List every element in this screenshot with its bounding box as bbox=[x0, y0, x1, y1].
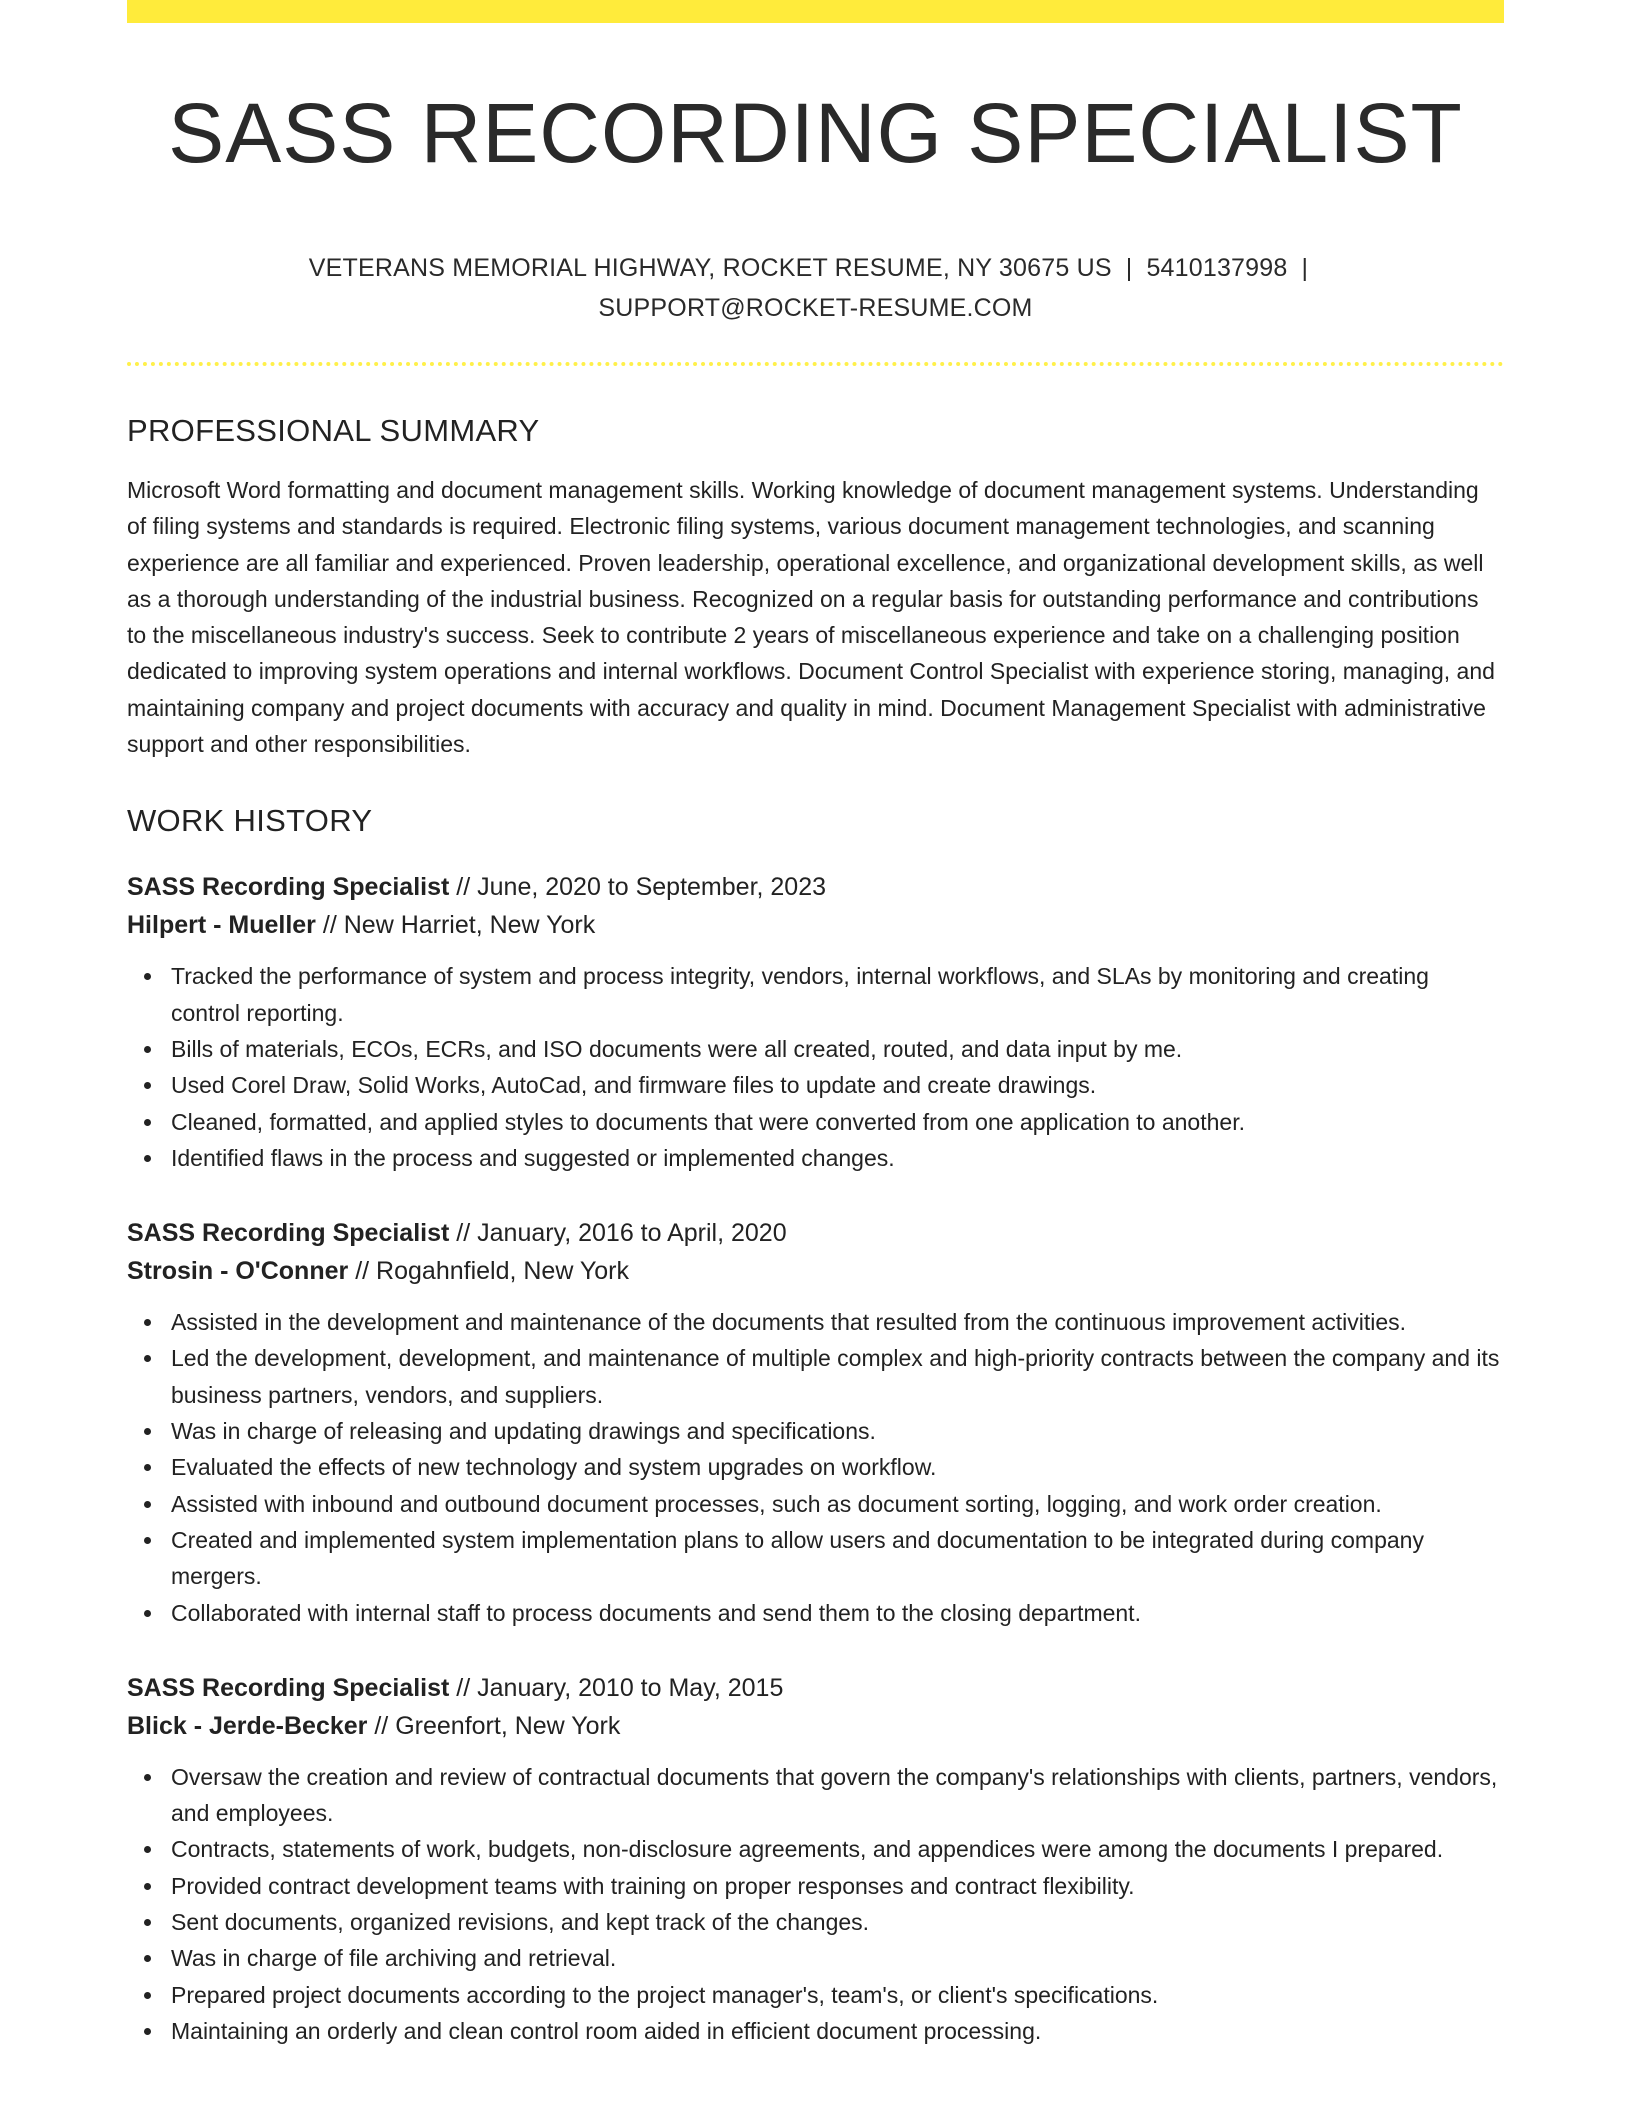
job-bullet: Collaborated with internal staff to process documents and send them to the closing department. bbox=[171, 1595, 1504, 1631]
work-history-heading: WORK HISTORY bbox=[127, 803, 373, 839]
work-history-list bbox=[127, 868, 1504, 2049]
dotted-divider bbox=[127, 362, 1504, 366]
job-company-line bbox=[127, 1707, 1504, 1745]
job-company: Strosin - O'Conner bbox=[127, 1257, 349, 1286]
job-bullet-list bbox=[127, 1759, 1504, 2049]
job-divider: // bbox=[322, 911, 337, 940]
job-title-line bbox=[127, 1214, 1504, 1252]
job-location: New Harriet, New York bbox=[343, 911, 596, 940]
job-bullet: Maintaining an orderly and clean control room aided in efficient document processing. bbox=[171, 2013, 1504, 2049]
job-bullet-list bbox=[127, 958, 1504, 1176]
summary-text: Microsoft Word formatting and document management skills. Working knowledge of document management systems. Understanding of filing systems and standards is required. Electronic filing systems, various document management technologies, and scanning experience are all familiar and experienced. Proven leadership, operational excellence, and organizational development skills, as well as a thorough understanding of the industrial business. Recognized on a regular basis for outstanding performance and contributions to the miscellaneous industry's success. Seek to contribute 2 years of miscellaneous experience and take on a challenging position dedicated to improving system operations and internal workflows. Document Control Specialist with experience storing, managing, and maintaining company and project documents with accuracy and quality in mind. Document Management Specialist with administrative support and other responsibilities. bbox=[127, 477, 1495, 758]
job-bullet: Created and implemented system implementation plans to allow users and documentation to be integrated during company mergers. bbox=[171, 1522, 1504, 1595]
job-company-line bbox=[127, 1252, 1504, 1290]
job-title: SASS Recording Specialist bbox=[127, 1219, 450, 1248]
job-bullet: Oversaw the creation and review of contractual documents that govern the company's relationships with clients, partners, vendors, and employees. bbox=[171, 1759, 1504, 1832]
job-entry bbox=[127, 868, 1504, 1176]
resume-title: SASS RECORDING SPECIALIST bbox=[168, 86, 1463, 180]
job-dates: January, 2010 to May, 2015 bbox=[477, 1673, 784, 1702]
job-dates: January, 2016 to April, 2020 bbox=[477, 1219, 787, 1248]
job-bullet: Assisted in the development and maintenance of the documents that resulted from the continuous improvement activities. bbox=[171, 1304, 1504, 1340]
job-title: SASS Recording Specialist bbox=[127, 873, 450, 902]
job-bullet: Tracked the performance of system and process integrity, vendors, internal workflows, and SLAs by monitoring and creating control reporting. bbox=[171, 958, 1504, 1031]
contact-phone: 5410137998 bbox=[1146, 254, 1288, 282]
contact-info bbox=[127, 248, 1504, 328]
job-entry bbox=[127, 1669, 1504, 2049]
job-bullet: Was in charge of releasing and updating drawings and specifications. bbox=[171, 1413, 1504, 1449]
job-title-line bbox=[127, 868, 1504, 906]
job-divider: // bbox=[456, 873, 471, 902]
contact-separator: | bbox=[1125, 254, 1133, 282]
job-divider: // bbox=[374, 1711, 389, 1740]
job-bullet: Was in charge of file archiving and retrieval. bbox=[171, 1940, 1504, 1976]
job-bullet: Identified flaws in the process and suggested or implemented changes. bbox=[171, 1140, 1504, 1176]
contact-separator: | bbox=[1301, 254, 1309, 282]
job-company-line bbox=[127, 906, 1504, 944]
job-divider: // bbox=[456, 1673, 471, 1702]
job-company: Blick - Jerde-Becker bbox=[127, 1711, 368, 1740]
job-bullet: Cleaned, formatted, and applied styles to documents that were converted from one application to another. bbox=[171, 1104, 1504, 1140]
job-bullet: Prepared project documents according to the project manager's, team's, or client's specifications. bbox=[171, 1977, 1504, 2013]
job-dates: June, 2020 to September, 2023 bbox=[477, 873, 827, 902]
contact-address: VETERANS MEMORIAL HIGHWAY, ROCKET RESUME, NY 30675 US bbox=[308, 254, 1112, 282]
top-accent-bar bbox=[127, 0, 1504, 23]
job-bullet: Sent documents, organized revisions, and kept track of the changes. bbox=[171, 1904, 1504, 1940]
job-location: Rogahnfield, New York bbox=[376, 1257, 629, 1286]
job-bullet: Contracts, statements of work, budgets, non-disclosure agreements, and appendices were among the documents I prepared. bbox=[171, 1831, 1504, 1867]
job-bullet: Evaluated the effects of new technology and system upgrades on workflow. bbox=[171, 1449, 1504, 1485]
job-bullet-list bbox=[127, 1304, 1504, 1631]
job-bullet: Assisted with inbound and outbound document processes, such as document sorting, logging, and work order creation. bbox=[171, 1486, 1504, 1522]
job-bullet: Bills of materials, ECOs, ECRs, and ISO documents were all created, routed, and data input by me. bbox=[171, 1031, 1504, 1067]
job-title: SASS Recording Specialist bbox=[127, 1673, 450, 1702]
job-location: Greenfort, New York bbox=[395, 1711, 621, 1740]
summary-heading: PROFESSIONAL SUMMARY bbox=[127, 413, 540, 448]
job-title-line bbox=[127, 1669, 1504, 1707]
job-divider: // bbox=[456, 1219, 471, 1248]
job-entry bbox=[127, 1214, 1504, 1631]
job-bullet: Led the development, development, and maintenance of multiple complex and high-priority contracts between the company and its business partners, vendors, and suppliers. bbox=[171, 1340, 1504, 1413]
job-company: Hilpert - Mueller bbox=[127, 911, 316, 940]
resume-page bbox=[127, 0, 1504, 2049]
contact-email: SUPPORT@ROCKET-RESUME.COM bbox=[598, 294, 1033, 322]
job-bullet: Provided contract development teams with training on proper responses and contract flexibility. bbox=[171, 1868, 1504, 1904]
job-divider: // bbox=[355, 1257, 370, 1286]
job-bullet: Used Corel Draw, Solid Works, AutoCad, and firmware files to update and create drawings. bbox=[171, 1067, 1504, 1103]
